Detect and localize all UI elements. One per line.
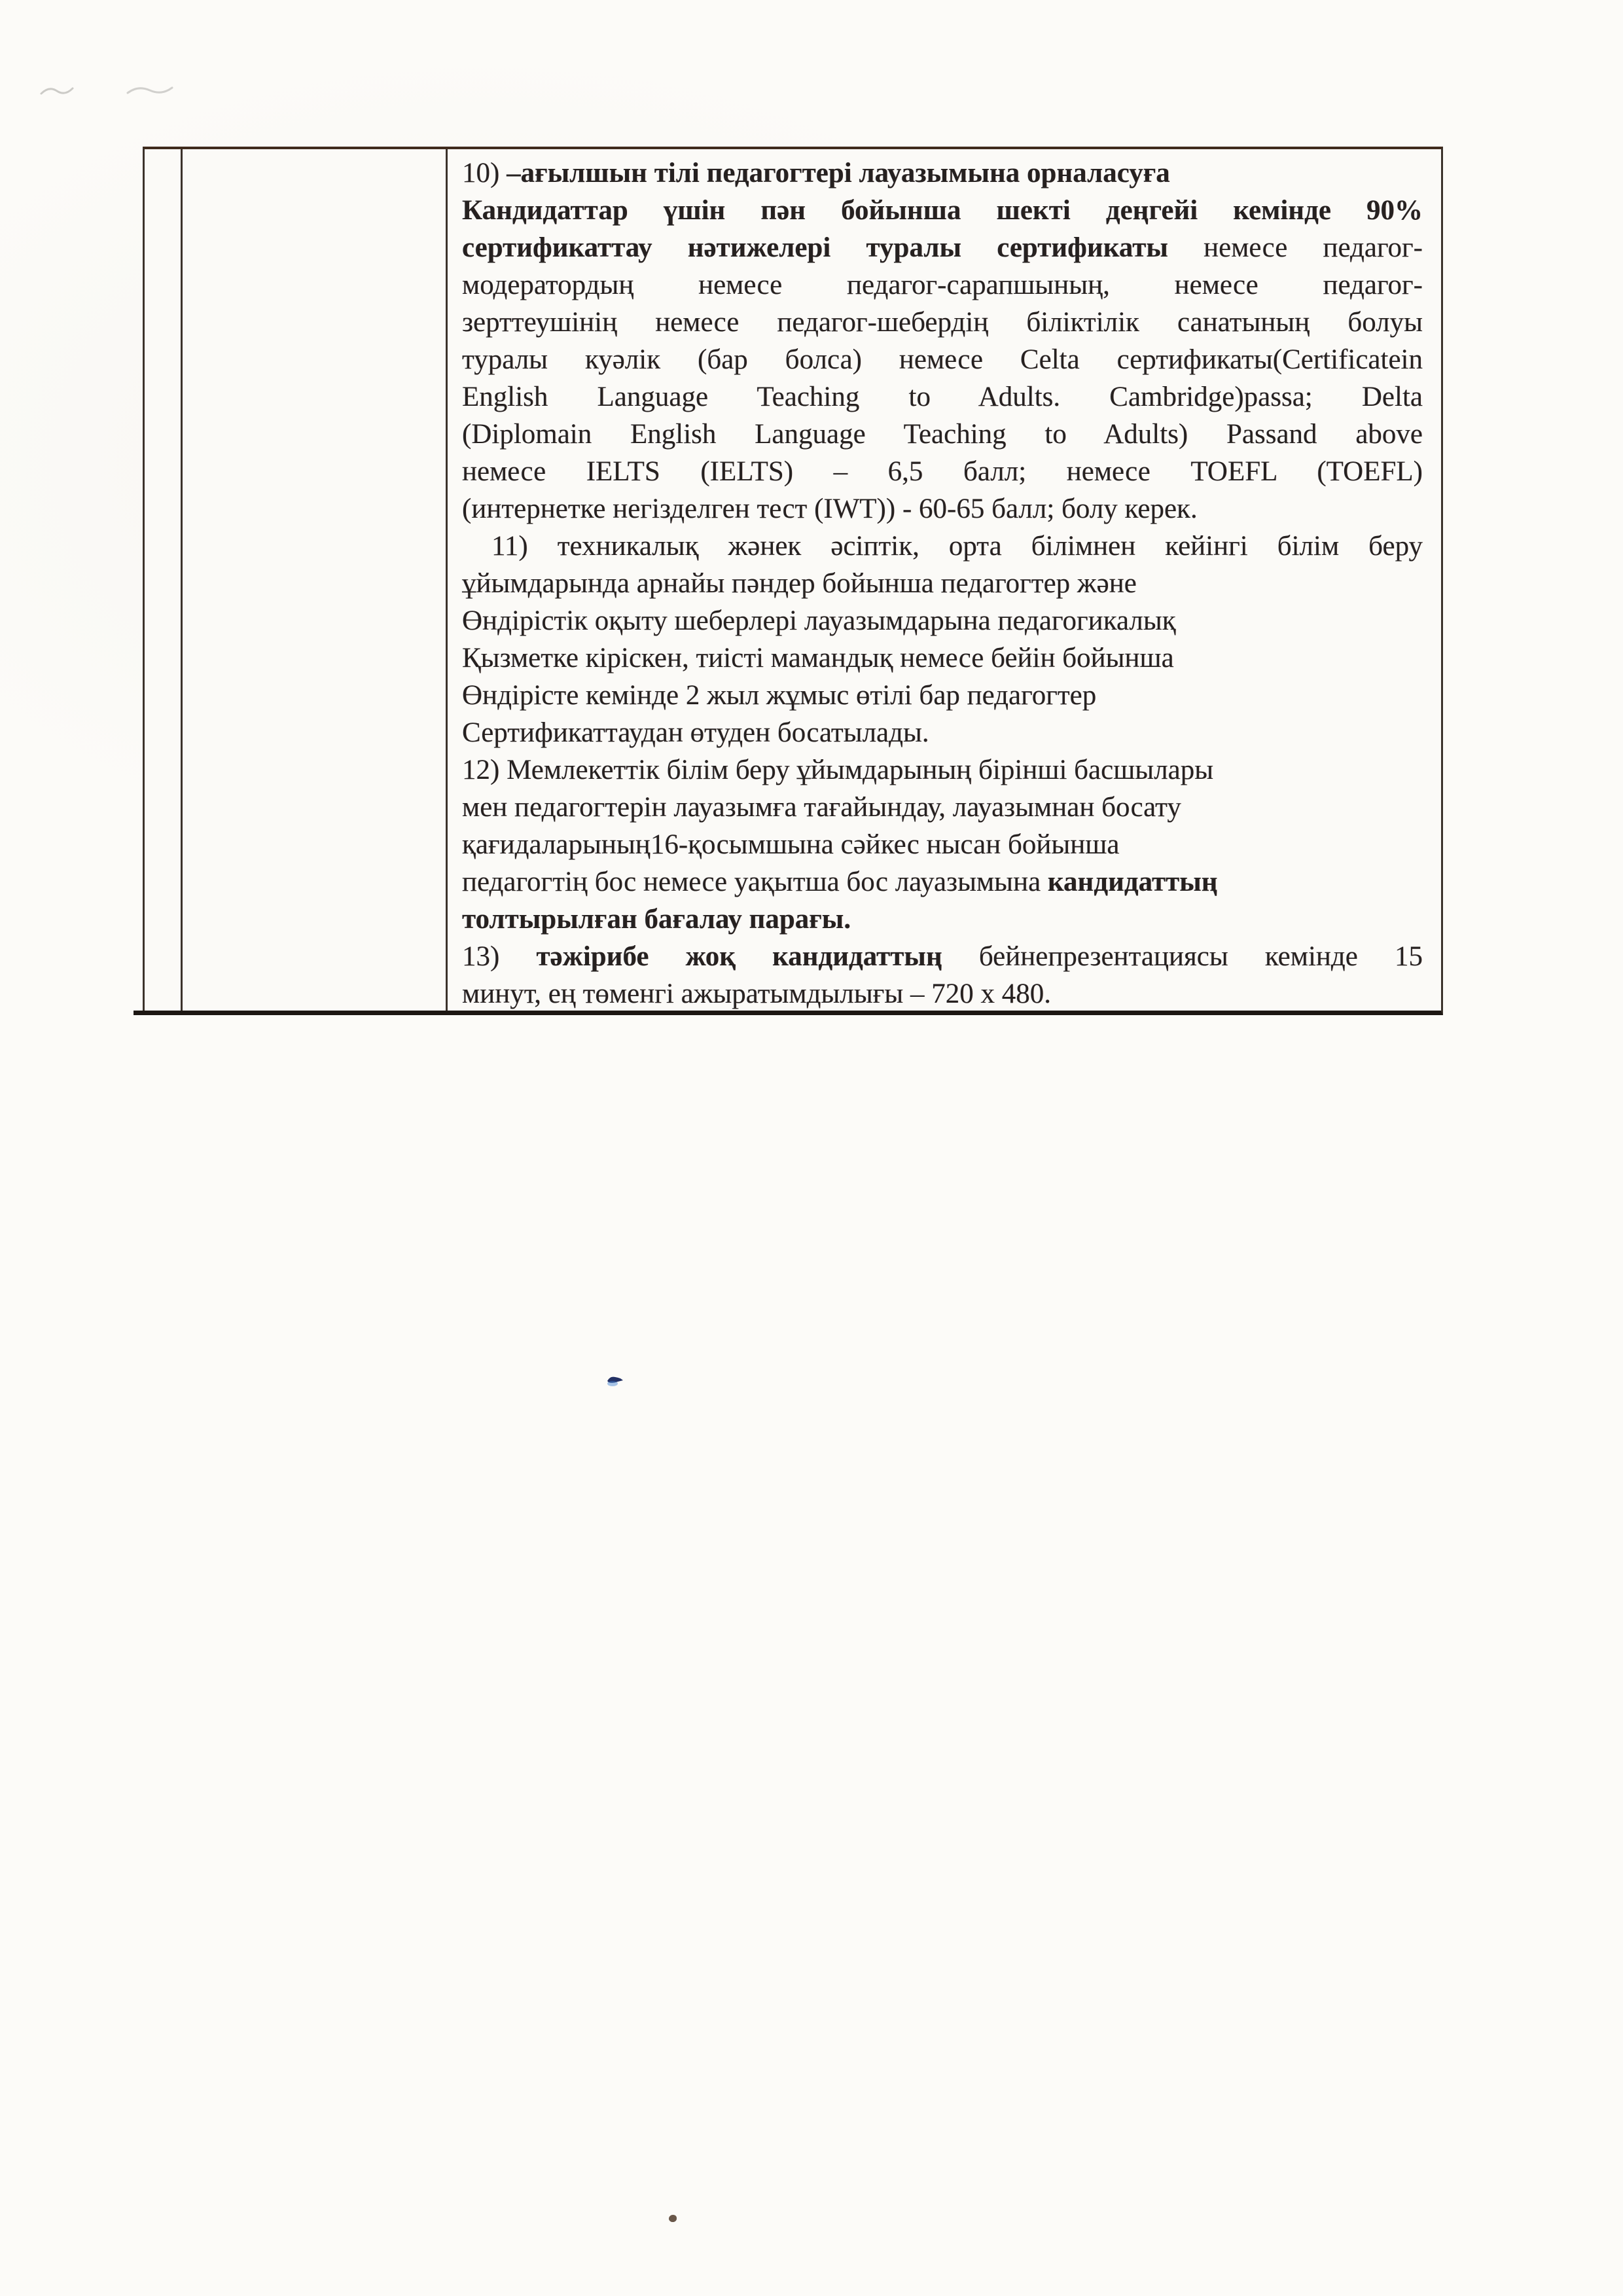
text-segment: Сертификаттаудан өтуден босатылады. <box>462 717 929 748</box>
text-segment: туралы куәлік (бар болса) немесе Celta сертификаты(Certificatein <box>462 344 1423 375</box>
text-line-2 <box>462 192 1423 229</box>
text-segment: Өндірісте кемінде 2 жыл жұмыс өтілі бар педагогтер <box>462 680 1097 711</box>
ink-blot <box>603 1373 627 1388</box>
text-line-19 <box>462 826 1423 863</box>
bold-text-segment: –ағылшын тілі педагогтері лауазымына орналасуға <box>507 158 1170 188</box>
requirements-table <box>143 147 1443 1015</box>
bold-text-segment: толтырылған бағалау парағы. <box>462 904 851 935</box>
text-line-6 <box>462 341 1423 378</box>
text-segment: 12) Мемлекеттік білім беру ұйымдарының бірінші басшылары <box>462 755 1214 785</box>
table-empty-column-1 <box>145 149 183 1011</box>
text-line-14 <box>462 639 1423 677</box>
text-segment: педагогтің бос немесе уақытша бос лауазымына <box>462 867 1048 897</box>
text-segment: 11) техникалық жәнек әсіптік, орта білімнен кейінгі білім беру <box>462 531 1423 562</box>
text-segment: немесе педагог- <box>1168 232 1423 263</box>
text-segment: немесе IELTS (IELTS) – 6,5 балл; немесе TOEFL (TOEFL) <box>462 456 1423 487</box>
text-line-22 <box>462 938 1423 975</box>
bold-text-segment: Кандидаттар үшін пән бойынша шекті деңгейі кемінде 90% <box>462 195 1423 226</box>
pencil-mark <box>121 71 193 110</box>
bold-text-segment: кандидаттың <box>1047 867 1218 897</box>
text-line-10 <box>462 490 1423 528</box>
text-line-4 <box>462 266 1423 304</box>
text-segment: (интернетке негізделген тест (IWT)) - 60-65 балл; болу керек. <box>462 493 1198 524</box>
text-segment: 13) <box>462 941 537 972</box>
text-segment: Өндірістік оқыту шеберлері лауазымдарына педагогикалық <box>462 605 1176 636</box>
table-text-cell <box>448 149 1441 1011</box>
bold-text-segment: тәжірибе жоқ кандидаттың <box>536 941 942 972</box>
text-segment: мен педагогтерін лауазымға тағайындау, лауазымнан босату <box>462 792 1181 823</box>
text-line-23 <box>462 975 1423 1011</box>
text-line-8 <box>462 416 1423 453</box>
text-line-20 <box>462 863 1423 901</box>
text-line-18 <box>462 789 1423 826</box>
text-line-13 <box>462 602 1423 639</box>
text-line-7 <box>462 378 1423 416</box>
text-segment: бейнепрезентациясы кемінде 15 <box>942 941 1423 972</box>
text-line-16 <box>462 714 1423 751</box>
text-line-11 <box>462 528 1423 565</box>
text-segment: English Language Teaching to Adults. Cambridge)passa; Delta <box>462 382 1423 412</box>
text-line-12 <box>462 565 1423 602</box>
text-segment: 10) <box>462 158 507 188</box>
text-line-5 <box>462 304 1423 341</box>
bold-text-segment: сертификаттау нәтижелері туралы сертификаты <box>462 232 1168 263</box>
text-line-3 <box>462 229 1423 266</box>
text-line-17 <box>462 751 1423 789</box>
text-line-21 <box>462 901 1423 938</box>
text-line-15 <box>462 677 1423 714</box>
text-segment: қағидаларының16-қосымшына сәйкес нысан бойынша <box>462 829 1120 860</box>
table-empty-column-2 <box>183 149 448 1011</box>
text-segment: зерттеушінің немесе педагог-шебердің біліктілік санатының болуы <box>462 307 1423 338</box>
text-segment: модератордың немесе педагог-сарапшының, немесе педагог- <box>462 270 1423 300</box>
dust-speck <box>669 2215 677 2222</box>
table-bottom-border-extension <box>134 1011 145 1015</box>
text-line-1 <box>462 154 1423 192</box>
text-segment: (Diplomain English Language Teaching to Adults) Passand above <box>462 419 1423 450</box>
text-segment: Қызметке кіріскен, тиісті мамандық немесе бейін бойынша <box>462 643 1174 673</box>
text-segment: минут, ең төменгі ажыратымдылығы – 720 x 480. <box>462 978 1052 1009</box>
pencil-mark <box>36 69 115 108</box>
text-segment: ұйымдарында арнайы пәндер бойынша педагогтер және <box>462 568 1137 599</box>
text-line-9 <box>462 453 1423 490</box>
